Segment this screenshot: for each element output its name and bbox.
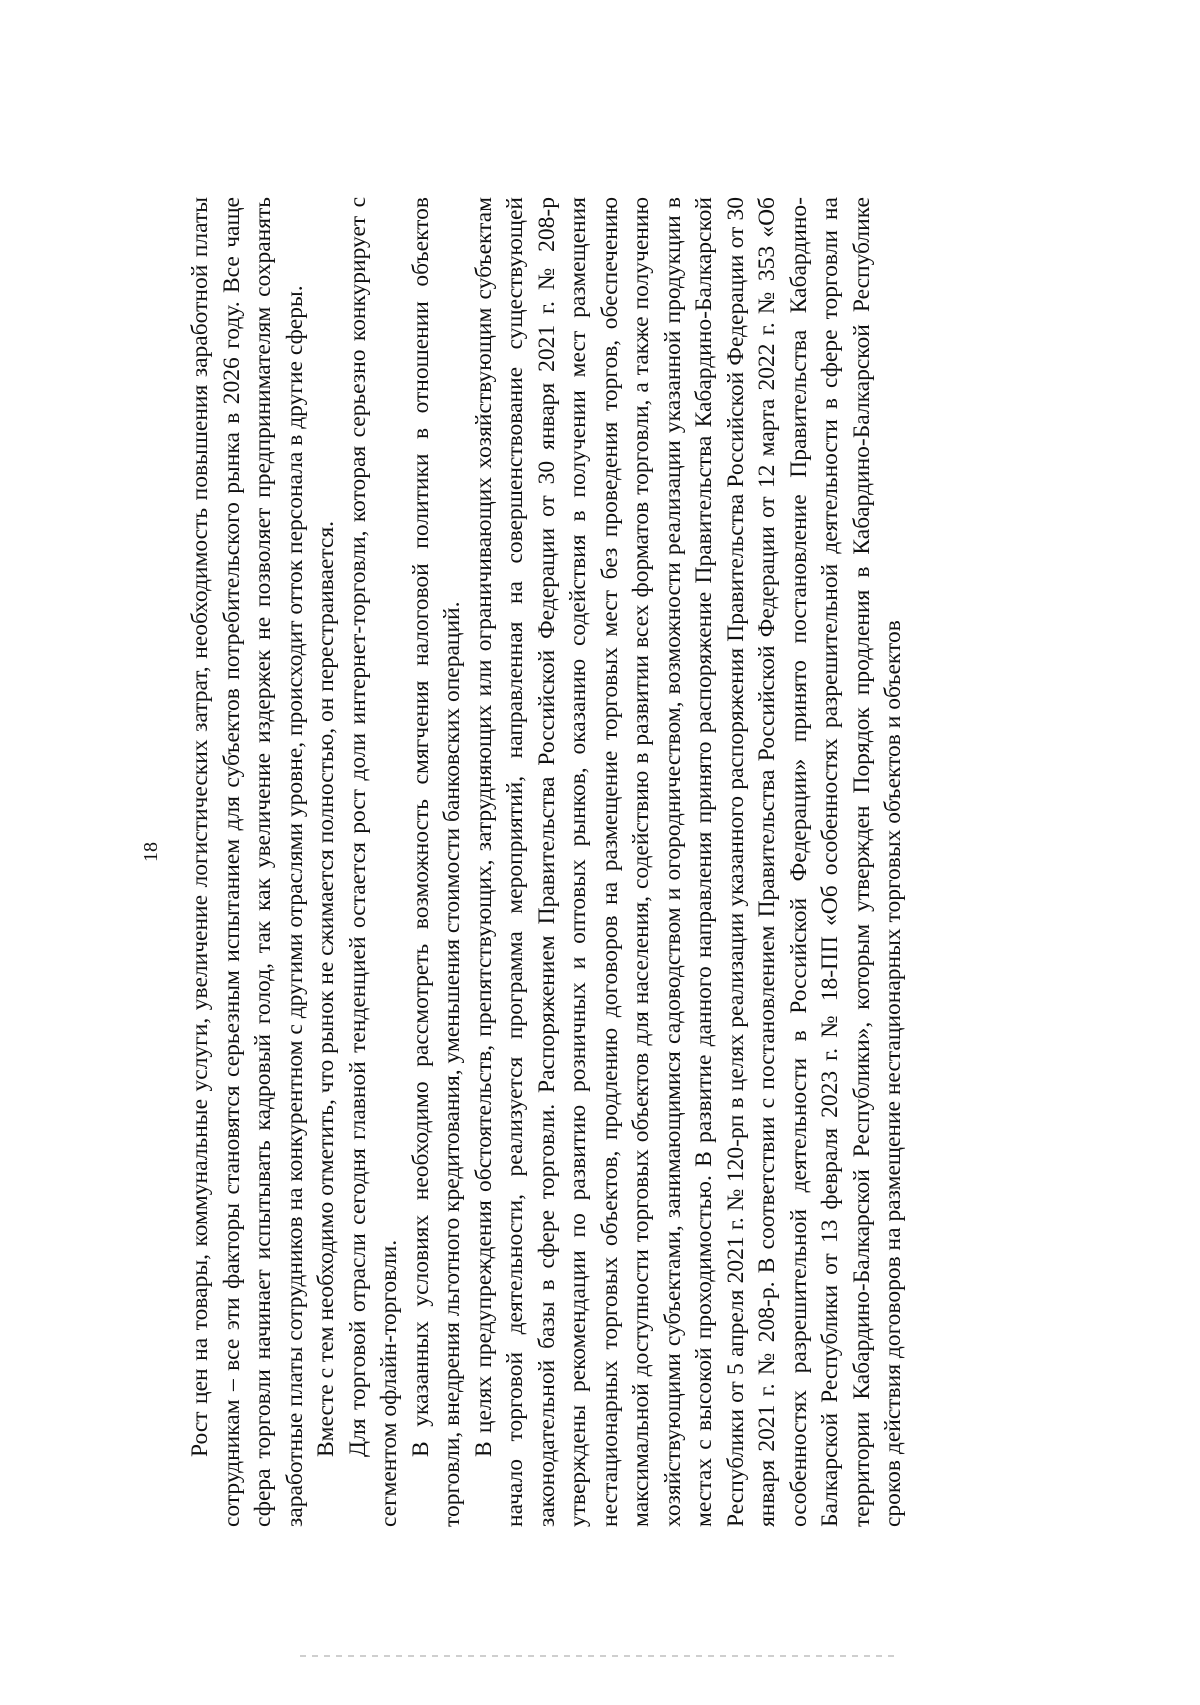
paragraph-legislation: В целях предупреждения обстоятельств, препятствующих, затрудняющих или ограничивающих хозяйствующим субъектам начало торговой деятельности, реализуется программа мероприятий, направленная на совершенствование существующей законодательной базы в сфере торговли. Распоряжением Правительства Российской Федерации от 30 января 2021 г. № 208-р утверждены рекомендации по развитию розничных и оптовых рынков, оказанию содействия в получении мест размещения нестационарных торговых объектов, продлению договоров на размещение торговых мест без проведения торгов, обеспечению максимальной доступности торговых объектов для населения, содействию в развитии всех форматов торговли, а также получению хозяйствующими субъектами, занимающимися садоводством и огородничеством, возможности реализации указанной продукции в местах с высокой проходимостью. В развитие данного направления принято распоряжение Правительства Кабардино-Балкарской Республики от 5 апреля 2021 г. № 120-рп в целях реализации указанного распоряжения Правительства Российской Федерации от 30 января 2021 г. № 208-р. В соответствии с постановлением Правительства Российской Федерации от 12 марта 2022 г. № 353 «Об особенностях разрешительной деятельности в Российской Федерации» принято постановление Правительства Кабардино-Балкарской Республики от 13 февраля 2023 г. № 18-ПП «Об особенностях разрешительной деятельности в сфере торговли на территории Кабардино-Балкарской Республики», которым утвержден Порядок продления в Кабардино-Балкарской Республике сроков действия договоров на размещение нестационарных торговых объектов и объектов <box>470 197 906 1527</box>
scan-edge-marks <box>300 1655 900 1657</box>
paragraph-tax-policy: В указанных условиях необходимо рассмотреть возможность смягчения налоговой политики в отношении объектов торговли, внедрения льготного кредитования, уменьшения стоимости банковских операций. <box>407 197 465 1527</box>
paragraph-market-rebuilds: Вместе с тем необходимо отметить, что рынок не сжимается полностью, он перестраивается. <box>313 520 339 1457</box>
paragraph-price-growth: Рост цен на товары, коммунальные услуги, увеличение логистических затрат, необходимость повышения заработной платы сотрудникам – все эти факторы становятся серьезным испытанием для субъектов потребительского рынка в 2026 году. Все чаще сфера торговли начинает испытывать кадровый голод, так как увеличение издержек не позволяет предпринимателям сохранять заработные платы сотрудников на конкурентном с другими отраслями уровне, происходит отток персонала в другие сферы. <box>187 197 308 1527</box>
rotated-document-page <box>40 47 1160 1657</box>
paragraph-internet-trade: Для торговой отрасли сегодня главной тенденцией остается рост доли интернет-торговли, которая серьезно конкурирует с сегментом офлайн-торговли. <box>344 197 402 1527</box>
document-body <box>185 197 910 1527</box>
page-number: 18 <box>140 842 162 862</box>
